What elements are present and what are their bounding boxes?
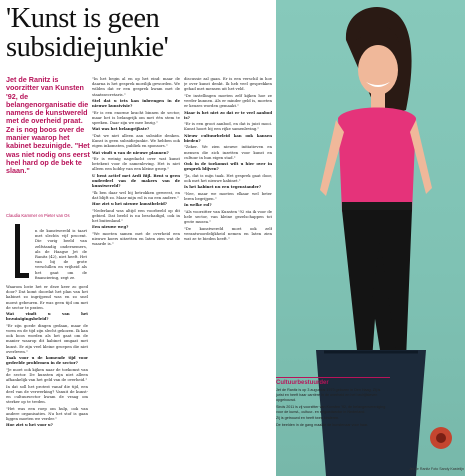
sidebar-title: Cultuurbestuurder — [276, 377, 390, 387]
drop-cap-l — [15, 224, 29, 278]
lede-intro: Jet de Ranitz is voorzitter van Kunsten '92, de belangenorganisatie die namens de kunstwereld met de overheid praat. Ze is nog boos over de manier waarop het kabinet bezuinigde. "Het was niet nodig ons eerst heel hard op de bek te slaan." — [6, 75, 90, 176]
byline: Claudia Kammer en Pieter van Os — [6, 213, 70, 218]
article-column-3: discussie zal gaan. Er is een verschil in hoe je over kunst denkt. Ik heb veel gesprekken gehad met mensen uit het veld. "De instellingen moeten zelf kijken hoe ze verder kunnen. Als er minder geld is, moeten er keuzes worden gemaakt." Maar is het niet zo dat er te veel aanbod is? "Er is een groot aanbod, en dat is juist mooi. Kunst hoort bij een rijke samenleving." Nieuw cultuurbeleid kan ook kansen bieden? "Zeker. We zien nieuwe initiatieven en mensen die zich inzetten voor kunst en cultuur in hun eigen stad." Ook in de toekomst wilt u hier over in gesprek blijven? "Ja, dat is mijn taak. Het gesprek gaat door, ook met het nieuwe kabinet." Is het kabinet nu een tegenstander? "Nee, maar we moeten elkaar wel beter leren begrijpen." In welke rol? "Als voorzitter van Kunsten '92 sta ik voor de hele sector, van kleine gezelschappen tot grote musea." "De kunstwereld moet ook zelf verantwoordelijkheid nemen en laten zien wat ze te bieden heeft." — [184, 76, 272, 241]
article-column-2: "In het begin al en op het eind: maar de daarna is het gesprek moeilijk geworden. We wilden dat er een gesprek kwam met de staatssecretaris." Stel dat u iets kan inbrengen in de nieuwe kunstvisie? "Er is een enorme kracht binnen de sector, maar het is belangrijk om met één stem te spreken. Daar zijn we mee bezig." Wat was het belangrijkste? "Dat we niet alleen aan subsidie denken. Kunst is geen subsidiejunkie. We hebben ook eigen inkomsten, publiek en sponsors." Wat vindt u van de nieuwe plannen? "Er is weinig nagedacht over wat kunst betekent voor de samenleving. Het is niet alleen een hobby van een kleine groep." U bent actief met Ardi Bijl. Bent u geen onderdeel van de makers van de kunstwereld? "Ik ben daar wel bij betrokken geweest, en dat blijft zo. Maar mijn rol is nu een andere." Hoe ziet u het nieuwe kunstbeleid? "Nederland was altijd een voorbeeld op dit gebied. Dat beeld is nu beschadigd, ook in het buitenland." Een nieuwe weg? "We moeten samen met de overheid een nieuwe koers uitzetten en laten zien wat de waarde is." — [92, 76, 180, 247]
sidebar-bio: Jet de Ranitz is op 3 augustus 1970 geboren in Den Haag. Zij is jurist en heeft haar carrière in de overheid en het bedrijfsleven opgebouwd. Sinds 2011 is zij voorzitter van Kunsten '92, de belangenvereniging voor de kunst-, cultuur- en erfgoedsector in Nederland. Zij is getrouwd en heeft twee kinderen. De beelden in de gang maakte de kunstenaar voor haar. — [276, 388, 386, 427]
article-column-1: n de kunstwereld is taart met slechts vijf procent. Die vorig beeld van zelfstandig ondernemers, als de Haagse Jet de Ranitz (42), niet heeft. Het van bij de grote verschillen en vrijheid als het gaat om de financiering, zegt ze. — [35, 228, 87, 280]
photo-credit: Jet de Ranitz Foto Sandy Kastelijn — [409, 467, 464, 471]
headline: 'Kunst is geen subsidiejunkie' — [6, 3, 169, 63]
article-column-1-lower: Waarom loste het er deze keer zo goed door? Dat komt doordat het plan van het kabinet zo ingrijpend was en zo snel moest gebeuren. Er was geen tijd om met de sector te praten. Wat vindt u van het bezuinigingsbeleid? "Er zijn goede dingen gedaan, maar de vorm en de tijd zijn slecht gekozen. Ik kan ook boos worden als het gaat om de manier waarop dit kabinet omgaat met kunst. Er zijn veel kleine groepen die niet overleven." Taak voor u de komende tijd voor gedeelde problemen in de sector? "Je moet ook kijken naar de toekomst van de sector. De kunsten zijn niet alleen afhankelijk van het geld van de overheid." In dat soll het protest vanaf die tijd, een deel van de verwerking? Vanuit de kunst- en cultuursector kwam de vraag om sterker op te treden. "Het was een roep om hulp, ook van andere organisaties. Nu het stof is gaan liggen moeten we verder." Hoe ziet u het voor u? — [6, 284, 88, 428]
